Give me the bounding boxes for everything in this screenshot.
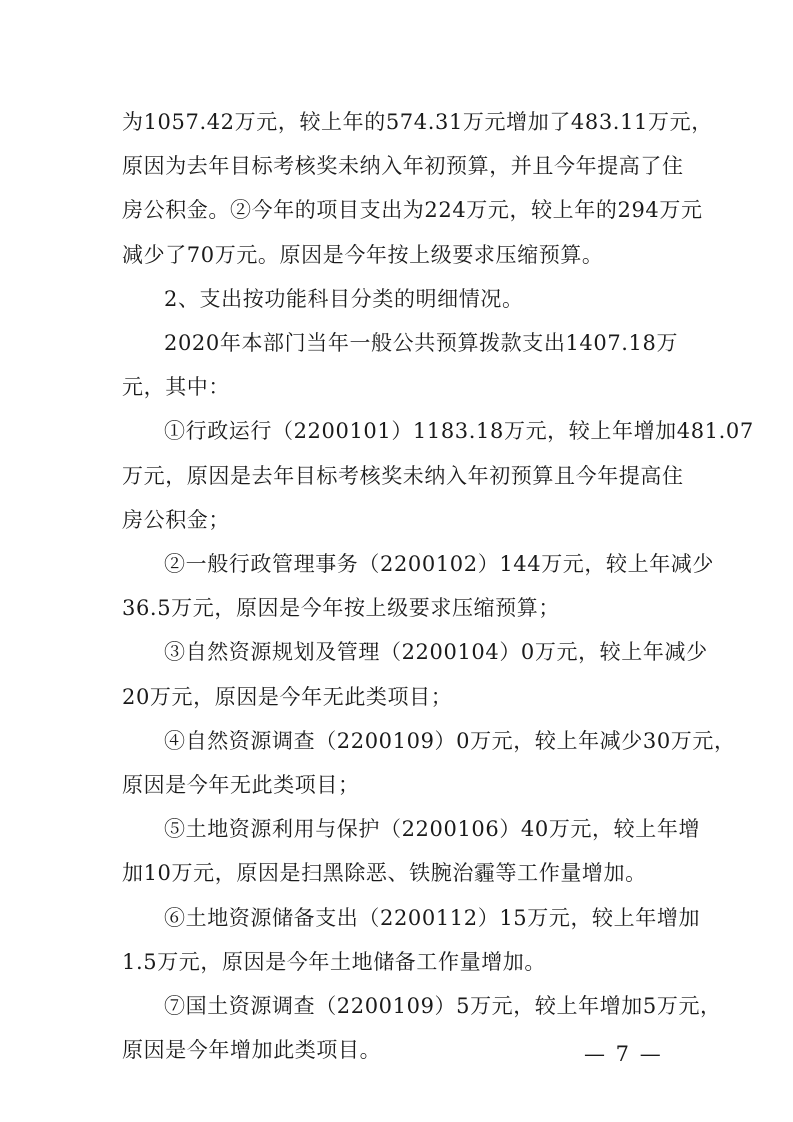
text-line: 加10万元，原因是扫黑除恶、铁腕治霾等工作量增加。 <box>122 861 647 885</box>
text-line: 减少了70万元。原因是今年按上级要求压缩预算。 <box>122 243 604 267</box>
text-line: 原因为去年目标考核奖未纳入年初预算，并且今年提高了住 <box>122 154 684 178</box>
text-line: 为1057.42万元，较上年的574.31万元增加了483.11万元， <box>122 110 713 134</box>
list-item: ①行政运行（2200101）1183.18万元，较上年增加481.07 <box>164 419 754 443</box>
text-line: 万元，原因是去年目标考核奖未纳入年初预算且今年提高住 <box>122 464 684 488</box>
text-line: 2020年本部门当年一般公共预算拨款支出1407.18万 <box>164 331 679 355</box>
text-line: 20万元，原因是今年无此类项目； <box>122 685 453 709</box>
text-line: 原因是今年增加此类项目。 <box>122 1038 382 1062</box>
list-item: ⑥土地资源储备支出（2200112）15万元，较上年增加 <box>164 906 701 930</box>
list-item: ②一般行政管理事务（2200102）144万元，较上年减少 <box>164 552 715 576</box>
text-line: 1.5万元，原因是今年土地储备工作量增加。 <box>122 950 546 974</box>
text-line: 原因是今年无此类项目； <box>122 773 360 797</box>
list-item: ⑦国土资源调查（2200109）5万元，较上年增加5万元， <box>164 994 722 1018</box>
list-item: ③自然资源规划及管理（2200104）0万元，较上年减少 <box>164 640 708 664</box>
text-line: 房公积金； <box>122 508 230 532</box>
section-heading: 2、支出按功能科目分类的明细情况。 <box>164 287 524 311</box>
page-number: — 7 — <box>584 1042 663 1066</box>
list-item: ④自然资源调查（2200109）0万元，较上年减少30万元， <box>164 729 736 753</box>
text-line: 房公积金。②今年的项目支出为224万元，较上年的294万元 <box>122 198 703 222</box>
text-line: 元，其中： <box>122 375 230 399</box>
text-line: 36.5万元，原因是今年按上级要求压缩预算； <box>122 596 560 620</box>
list-item: ⑤土地资源利用与保护（2200106）40万元，较上年增 <box>164 817 701 841</box>
